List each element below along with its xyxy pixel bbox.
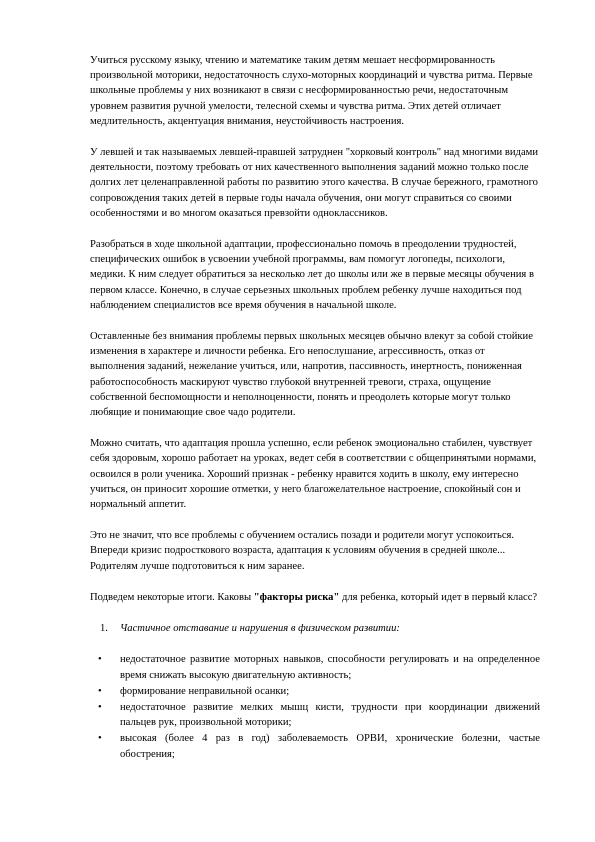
paragraph-6: Это не значит, что все проблемы с обучением остались позади и родители могут успокоиться. Впереди кризис подросткового возраста, адаптация к условиям обучения в средней школе... Родителям лучше подготовиться к ним заранее. xyxy=(90,530,515,572)
bullet-item xyxy=(90,652,540,682)
bullet-icon: • xyxy=(98,654,102,666)
bullet-icon: • xyxy=(98,685,102,697)
paragraph-1: Учиться русскому языку, чтению и математике таким детям мешает несформированность произвольной моторики, недостаточность слухо-моторных координаций и чувства ритма. Первые школьные проблемы у них возникают в связи с несформированностью речи, недостаточным уровнем развития ручной умелости, телесной схемы и чувства ритма. Этих детей отличает медлительность, акцентуация внимания, неустойчивость настроения. xyxy=(90,55,533,127)
list-number: 1. xyxy=(100,623,108,635)
paragraph-2: У левшей и так называемых левшей-правшей затруднен "хорковый контроль" над многими видами деятельности, поэтому требовать от них качественного выполнения заданий можно только после долгих лет целенаправленной работы по развитию этого качества. В случае бережного, грамотного сопровождения таких детей в первые годы начала обучения, они могут справиться со своими особенностями и во многом оказаться превзойти одноклассников. xyxy=(90,147,539,219)
bullet-text: недостаточное развитие мелких мышц кисти, трудности при координации движений пальцев рук, произвольной моторики; xyxy=(120,701,540,729)
summary-text-before: Подведем некоторые итоги. Каковы xyxy=(90,591,254,603)
summary-text-after: для ребенка, который идет в первый класс? xyxy=(339,591,538,603)
bullet-text: формирование неправильной осанки; xyxy=(120,685,290,697)
bullet-icon: • xyxy=(98,733,102,745)
paragraph-5: Можно считать, что адаптация прошла успешно, если ребенок эмоционально стабилен, чувствует себя здоровым, хорошо работает на уроках, ведет себя в соответствии с общепринятыми нормами, освоился в роли ученика. Хороший признак - ребенку нравится ходить в школу, ему интересно учиться, он приносит хорошие отметки, у него благожелательное настроение, спокойный сон и нормальный аппетит. xyxy=(90,438,537,511)
risk-factors-bold: "факторы риска" xyxy=(253,591,340,603)
paragraph-4: Оставленные без внимания проблемы первых школьных месяцев обычно влекут за собой стойкие изменения в характере и личности ребенка. Его непослушание, агрессивность, отказ от выполнения заданий, нежелание учиться, или, напротив, пассивность, инертность, пониженная работоспособность маскируют чувство глубокой внутренней тревоги, страха, ощущение собственной беспомощности и неполноценности, понять и преодолеть которые могут только любящие и понимающие свое чадо родители. xyxy=(90,331,533,419)
bullet-text: недостаточное развитие моторных навыков, способности регулировать и на определенное время снижать высокую двигательную активность; xyxy=(120,654,540,681)
paragraph-3: Разобраться в ходе школьной адаптации, профессионально помочь в преодолении трудностей, специфических ошибок в усвоении учебной программы, вам помогут логопеды, психологи, медики. К ним следует обратиться за несколько лет до школы или же в первые месяцы обучения в первом классе. Конечно, в случае серьезных школьных проблем ребенку лучше находиться под наблюдением специалистов все время обучения в начальной школе. xyxy=(90,239,534,311)
bullet-text: высокая (более 4 раз в год) заболеваемость ОРВИ, хронические болезни, частые обострения; xyxy=(120,733,540,760)
bullet-list xyxy=(90,652,540,761)
bullet-item xyxy=(90,684,540,699)
list-item-heading: Частичное отставание и нарушения в физическом развитии: xyxy=(120,623,400,635)
ordered-list-item-1 xyxy=(90,621,540,636)
summary-paragraph xyxy=(90,590,540,605)
bullet-item xyxy=(90,700,540,730)
bullet-item xyxy=(90,731,540,761)
document-body xyxy=(90,53,540,763)
bullet-icon: • xyxy=(98,701,102,713)
